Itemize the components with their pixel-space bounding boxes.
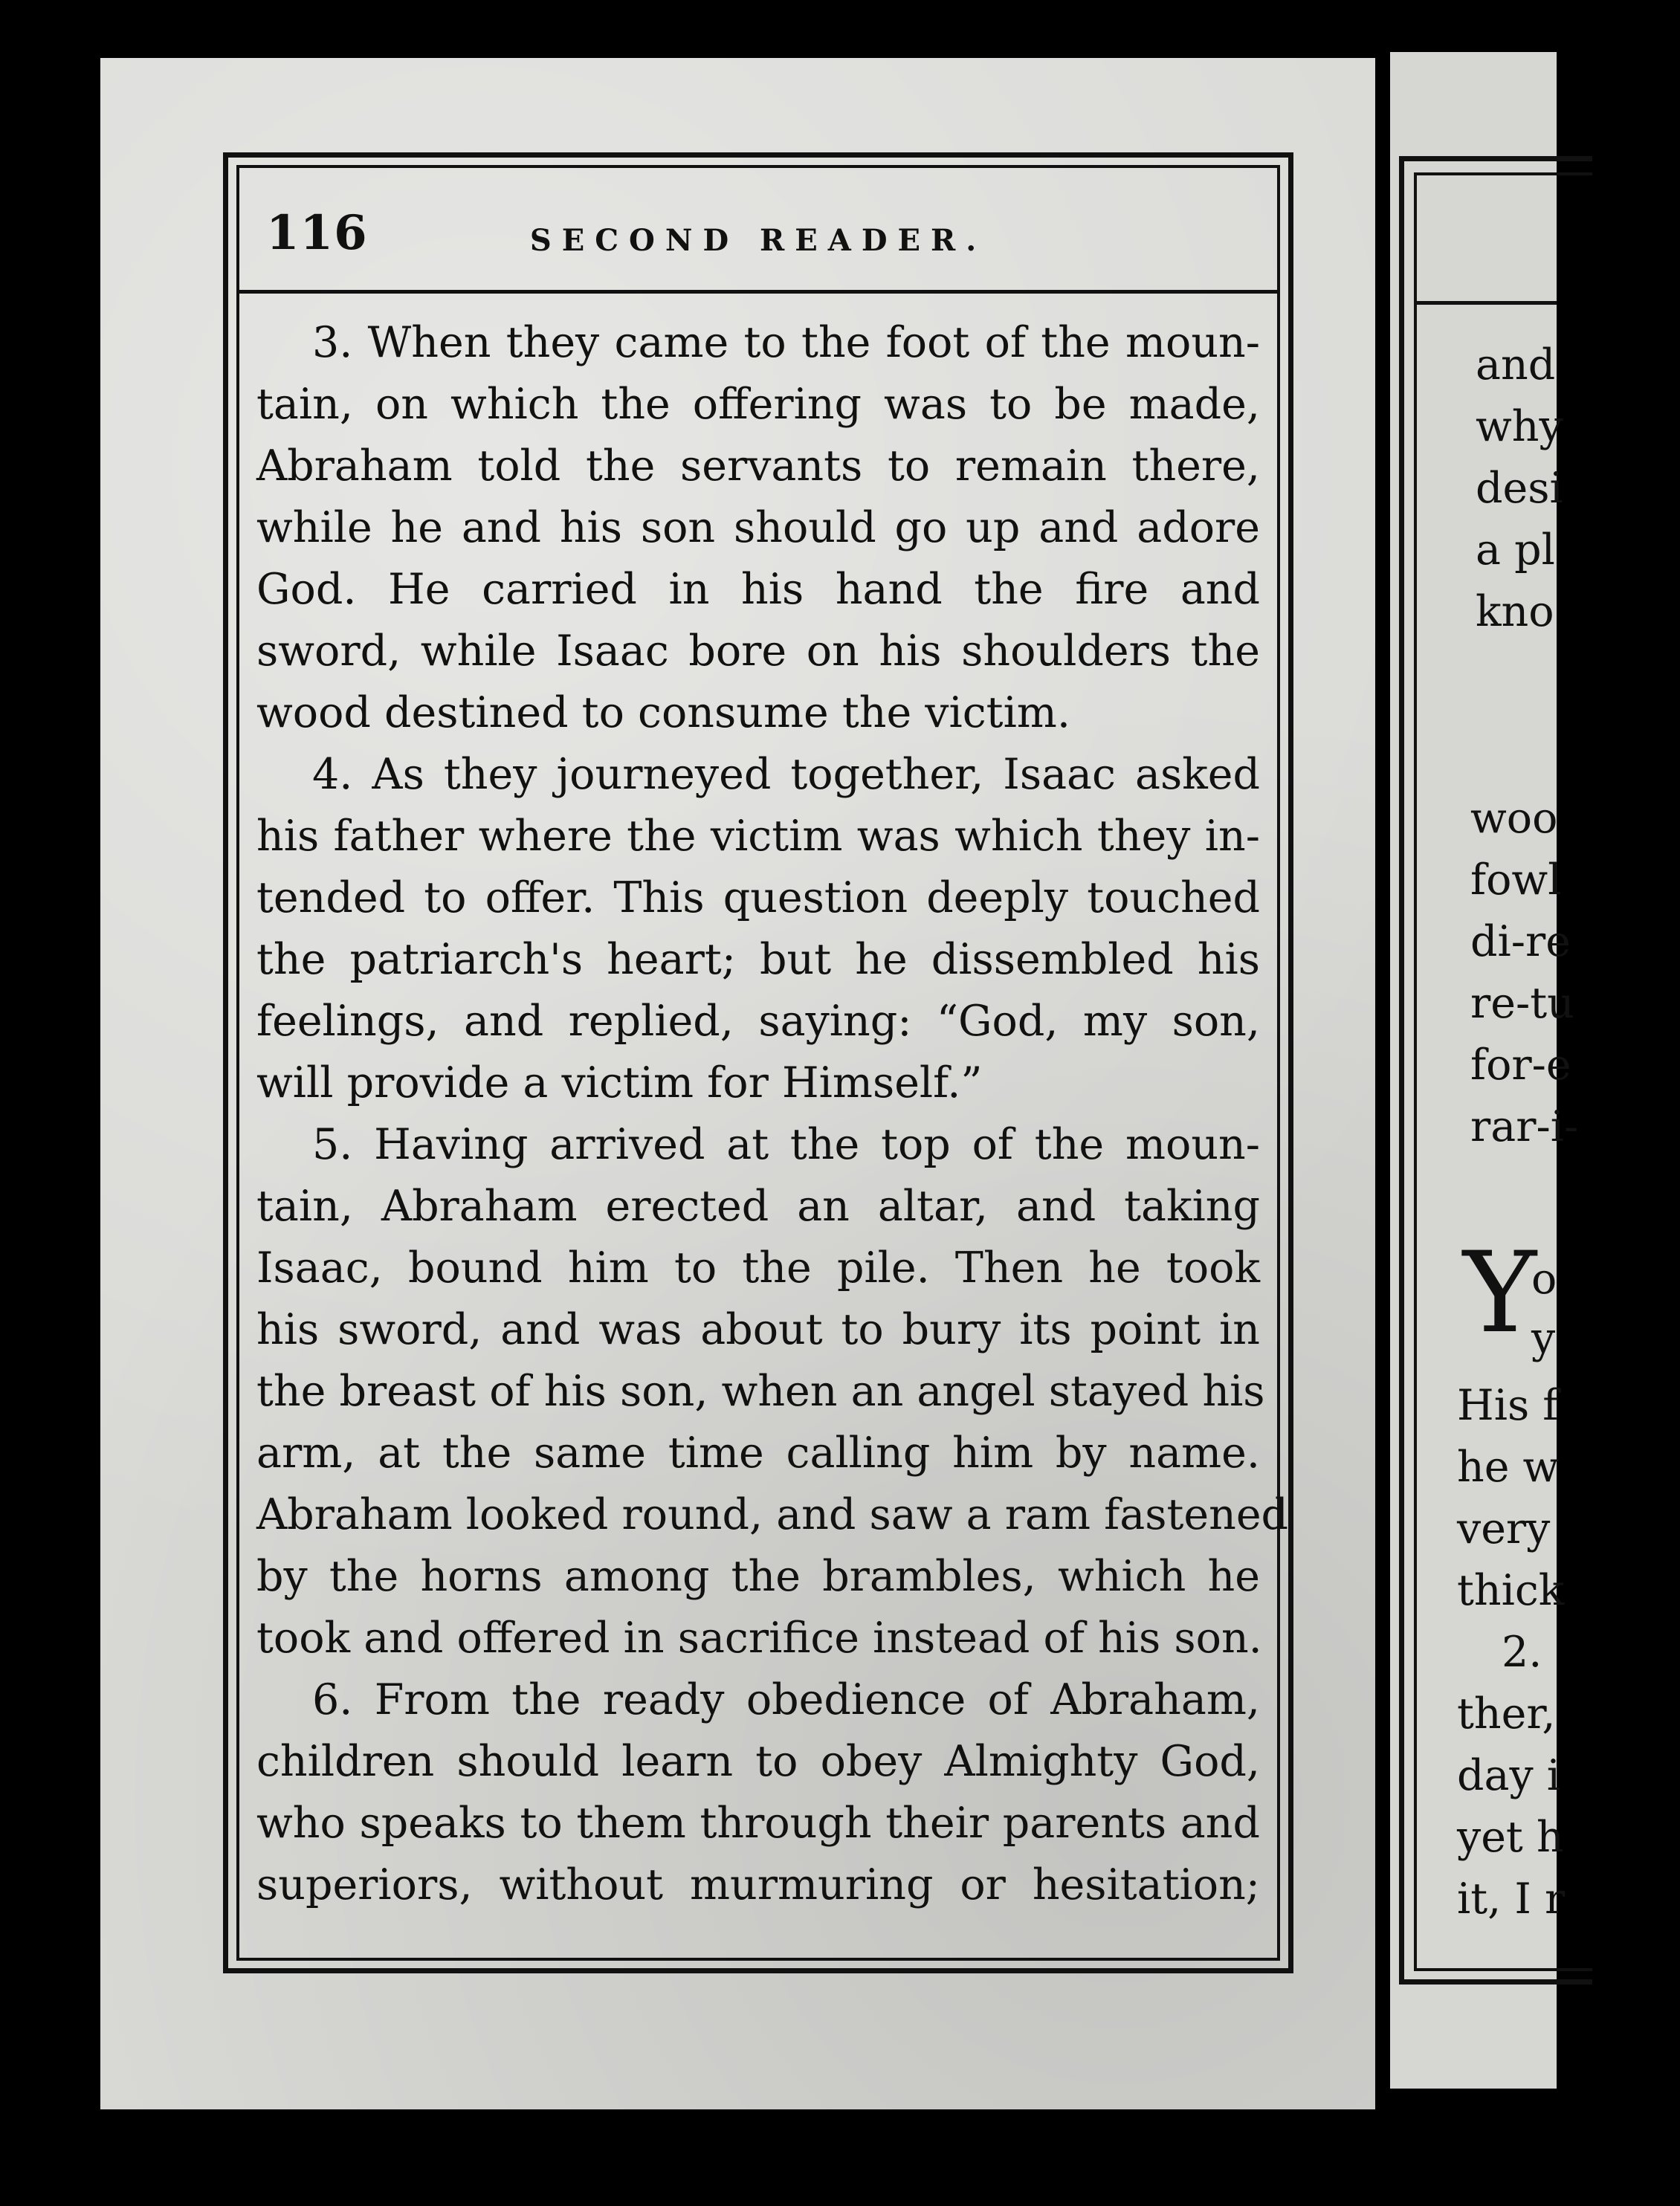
text-line: feelings, and replied, saying: “God, my son, <box>256 997 1260 1046</box>
text-line: the breast of his son, when an angel stayed his <box>256 1367 1265 1416</box>
header-rule <box>236 290 1280 294</box>
text-line: the patriarch's heart; but he dissembled his <box>256 935 1260 984</box>
text-line: children should learn to obey Almighty God, <box>256 1737 1260 1786</box>
text-line: tended to offer. This question deeply touched <box>256 873 1260 922</box>
right-text-line: very <box>1457 1504 1551 1553</box>
text-line: sword, while Isaac bore on his shoulders the <box>256 627 1260 676</box>
running-title: SECOND READER. <box>529 223 987 258</box>
right-page-body-lines <box>1457 1375 1606 1930</box>
right-text-line: ther, <box>1457 1689 1556 1738</box>
drop-cap-continuation: o <box>1531 1255 1557 1304</box>
word-list-item: re-tu <box>1470 979 1574 1028</box>
text-line: superiors, without murmuring or hesitation; <box>256 1860 1260 1909</box>
right-header-rule <box>1414 301 1557 305</box>
word-list-item: rar-i- <box>1470 1102 1579 1151</box>
text-line: will provide a victim for Himself.” <box>256 1058 983 1107</box>
text-line: God. He carried in his hand the fire and <box>256 565 1260 614</box>
right-text-line: it, I r <box>1457 1875 1566 1924</box>
right-text-line: and <box>1476 340 1556 389</box>
text-line: while he and his son should go up and adore <box>256 503 1260 552</box>
word-list-item: fowl <box>1470 855 1562 905</box>
right-text-line: desi <box>1476 464 1563 513</box>
drop-cap: Y <box>1463 1229 1537 1358</box>
text-line: Isaac, bound him to the pile. Then he took <box>256 1243 1260 1293</box>
drop-cap-line-two: y <box>1531 1314 1556 1363</box>
text-line: 6. From the ready obedience of Abraham, <box>312 1675 1260 1724</box>
right-text-line: His f <box>1457 1381 1559 1430</box>
page-header <box>236 165 1280 290</box>
text-line: his father where the victim was which they in- <box>256 812 1260 861</box>
right-page-word-list <box>1470 788 1619 1158</box>
right-text-line: a pl <box>1476 525 1555 575</box>
text-line: his sword, and was about to bury its point in <box>256 1305 1260 1354</box>
right-page-top-lines <box>1476 334 1624 643</box>
text-line: 5. Having arrived at the top of the moun- <box>312 1120 1260 1169</box>
right-text-line: 2. <box>1502 1628 1542 1677</box>
page-body-text <box>256 312 1289 1916</box>
text-line: Abraham told the servants to remain there, <box>256 441 1260 491</box>
text-line: wood destined to consume the victim. <box>256 688 1070 737</box>
text-line: who speaks to them through their parents and <box>256 1799 1260 1848</box>
right-text-line: day i <box>1457 1751 1561 1800</box>
text-line: by the horns among the brambles, which he <box>256 1552 1260 1601</box>
word-list-item: for-e <box>1470 1041 1571 1090</box>
right-text-line: kno <box>1476 587 1554 636</box>
text-line: 3. When they came to the foot of the moun- <box>312 318 1260 367</box>
text-line: tain, on which the offering was to be made, <box>256 380 1260 429</box>
text-line: tain, Abraham erected an altar, and taking <box>256 1182 1260 1231</box>
right-text-line: yet h <box>1457 1813 1564 1862</box>
right-text-line: thick <box>1457 1566 1565 1615</box>
text-line: took and offered in sacrifice instead of his son. <box>256 1614 1262 1663</box>
text-line: arm, at the same time calling him by name. <box>256 1429 1260 1478</box>
text-line: Abraham looked round, and saw a ram fastened <box>256 1490 1289 1539</box>
right-text-line: why <box>1476 402 1563 451</box>
right-text-line: he w <box>1457 1443 1560 1492</box>
page-number: 116 <box>266 205 368 261</box>
text-line: 4. As they journeyed together, Isaac asked <box>312 750 1260 799</box>
word-list-item: di-re <box>1470 917 1571 966</box>
word-list-item: woo <box>1470 794 1558 843</box>
